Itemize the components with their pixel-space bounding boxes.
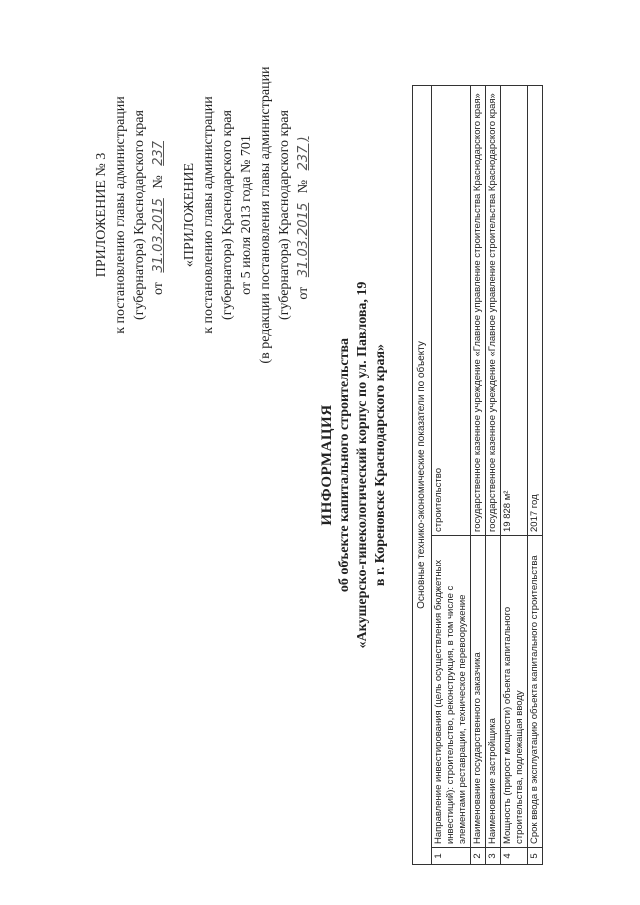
title-line: об объекте капитального строительства [337, 337, 352, 593]
table-row: 5 Срок ввода в эксплуатацию объекта капитального строительства 2017 год [528, 86, 543, 865]
appendix-number: ПРИЛОЖЕНИЕ № 3 [94, 152, 109, 278]
table-header: Основные технико-экономические показатели по объекту [413, 86, 432, 865]
appendix-header [92, 50, 313, 380]
handwritten-date: 31.03.2015 [151, 198, 166, 273]
table-row: 1 Направление инвестирования (цель осуществления бюджетных инвестиций): строительство, реконструкция, в том числе с элементами реставрации, техническое перевооружение строительство [432, 86, 471, 865]
handwritten-date: 31.03.2015 [296, 202, 311, 278]
appendix-date-line: от 31.03.2015 № 237 [149, 50, 168, 380]
table-row: 2 Наименование государственного заказчика государственное казенное учреждение «Главное управление строительства Краснодарского края» [471, 86, 486, 865]
handwritten-number: 237 ) [296, 136, 311, 171]
table-row: 4 Мощность (прирост мощности) объекта капитального строительства, подлежащая вводу 19 828 м² [501, 86, 528, 865]
handwritten-number: 237 [151, 140, 166, 166]
appendix-line: (губернатора) Краснодарского края [220, 110, 235, 320]
appendix-date-line-2: от 31.03.2015 № 237 ) [294, 50, 313, 380]
indicators-table [412, 85, 543, 865]
appendix-line: к постановлению главы администрации [113, 96, 128, 334]
title-line: в г. Кореновске Краснодарского края» [373, 343, 388, 587]
appendix-line: к постановлению главы администрации [201, 96, 216, 334]
appendix-line: (губернатора) Краснодарского края [277, 110, 292, 320]
title-main: ИНФОРМАЦИЯ [319, 404, 335, 526]
document-title [318, 185, 390, 745]
appendix-line: «ПРИЛОЖЕНИЕ [182, 162, 197, 268]
title-line: «Акушерско-гинекологический корпус по ул. Павлова, 19 [355, 281, 370, 649]
appendix-line: (губернатора) Краснодарского края [132, 110, 147, 320]
appendix-line: от 5 июля 2013 года № 701 [239, 135, 254, 295]
table-row: 3 Наименование застройщика государственное казенное учреждение «Главное управление строительства Краснодарского края» [486, 86, 501, 865]
appendix-line: (в редакции постановления главы администрации [258, 66, 273, 364]
